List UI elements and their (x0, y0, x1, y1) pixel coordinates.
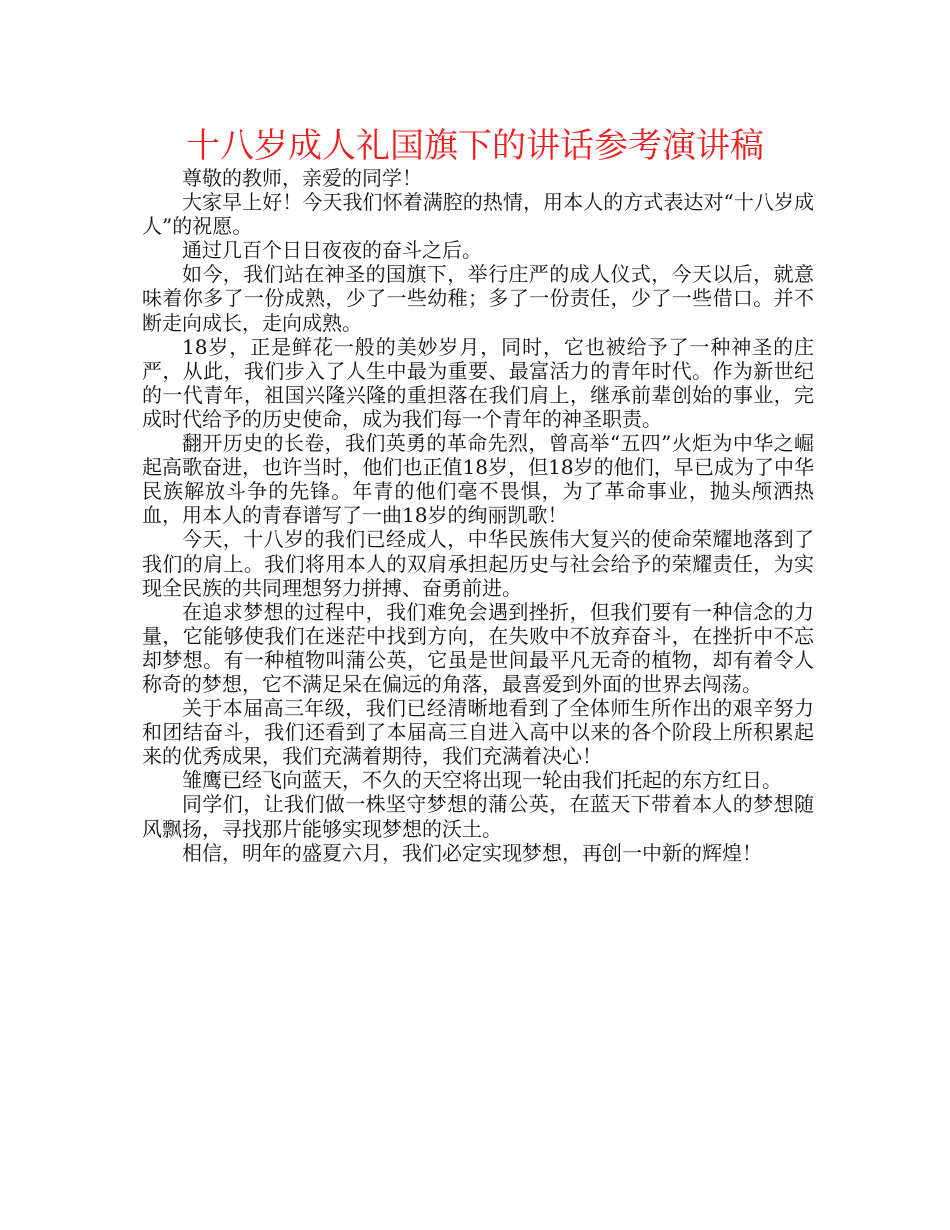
paragraph: 通过几百个日日夜夜的奋斗之后。 (182, 238, 482, 263)
paragraph: 18岁，正是鲜花一般的美妙岁月，同时，它也被给予了一种神圣的庄严，从此，我们步入了人生中最为重要、最富活力的青年时代。作为新世纪的一代青年，祖国兴隆兴隆的重担落在我们肩上，继承前辈创始的事业，完成时代给予的历史使命，成为我们每一个青年的神圣职责。 (142, 334, 814, 431)
paragraph: 雏鹰已经飞向蓝天，不久的天空将出现一轮由我们托起的东方红日。 (182, 768, 782, 793)
paragraph: 如今，我们站在神圣的国旗下，举行庄严的成人仪式，今天以后，就意味着你多了一份成熟，少了一些幼稚；多了一份责任，少了一些借口。并不断走向成长，走向成熟。 (142, 262, 814, 335)
paragraph-closing: 相信，明年的盛夏六月，我们必定实现梦想，再创一中新的辉煌！ (182, 840, 762, 865)
paragraph: 关于本届高三年级，我们已经清晰地看到了全体师生所作出的艰辛努力和团结奋斗，我们还看到了本届高三自进入高中以来的各个阶段上所积累起来的优秀成果，我们充满着期待，我们充满着决心！ (142, 696, 814, 769)
paragraph-greeting: 尊敬的教师，亲爱的同学！ (182, 166, 422, 190)
paragraph: 今天，十八岁的我们已经成人，中华民族伟大复兴的使命荣耀地落到了我们的肩上。我们将用本人的双肩承担起历史与社会给予的荣耀责任，为实现全民族的共同理想努力拼搏、奋勇前进。 (142, 527, 814, 600)
paragraph: 在追求梦想的过程中，我们难免会遇到挫折，但我们要有一种信念的力量，它能够使我们在迷茫中找到方向，在失败中不放弃奋斗，在挫折中不忘却梦想。有一种植物叫蒲公英，它虽是世间最平凡无奇的植物，却有着令人称奇的梦想，它不满足呆在偏远的角落，最喜爱到外面的世界去闯荡。 (142, 599, 814, 696)
paragraph: 大家早上好！今天我们怀着满腔的热情，用本人的方式表达对“十八岁成人”的祝愿。 (142, 190, 814, 239)
document-title: 十八岁成人礼国旗下的讲话参考演讲稿 (186, 126, 764, 166)
paragraph: 同学们，让我们做一株坚守梦想的蒲公英，在蓝天下带着本人的梦想随风飘扬，寻找那片能够实现梦想的沃土。 (142, 792, 814, 841)
paragraph: 翻开历史的长卷，我们英勇的革命先烈，曾高举“五四”火炬为中华之崛起高歌奋进，也许当时，他们也正值18岁，但18岁的他们，早已成为了中华民族解放斗争的先锋。年青的他们毫不畏惧，为了革命事业，抛头颅洒热血，用本人的青春谱写了一曲18岁的绚丽凯歌！ (142, 431, 814, 528)
document-body (142, 166, 814, 865)
